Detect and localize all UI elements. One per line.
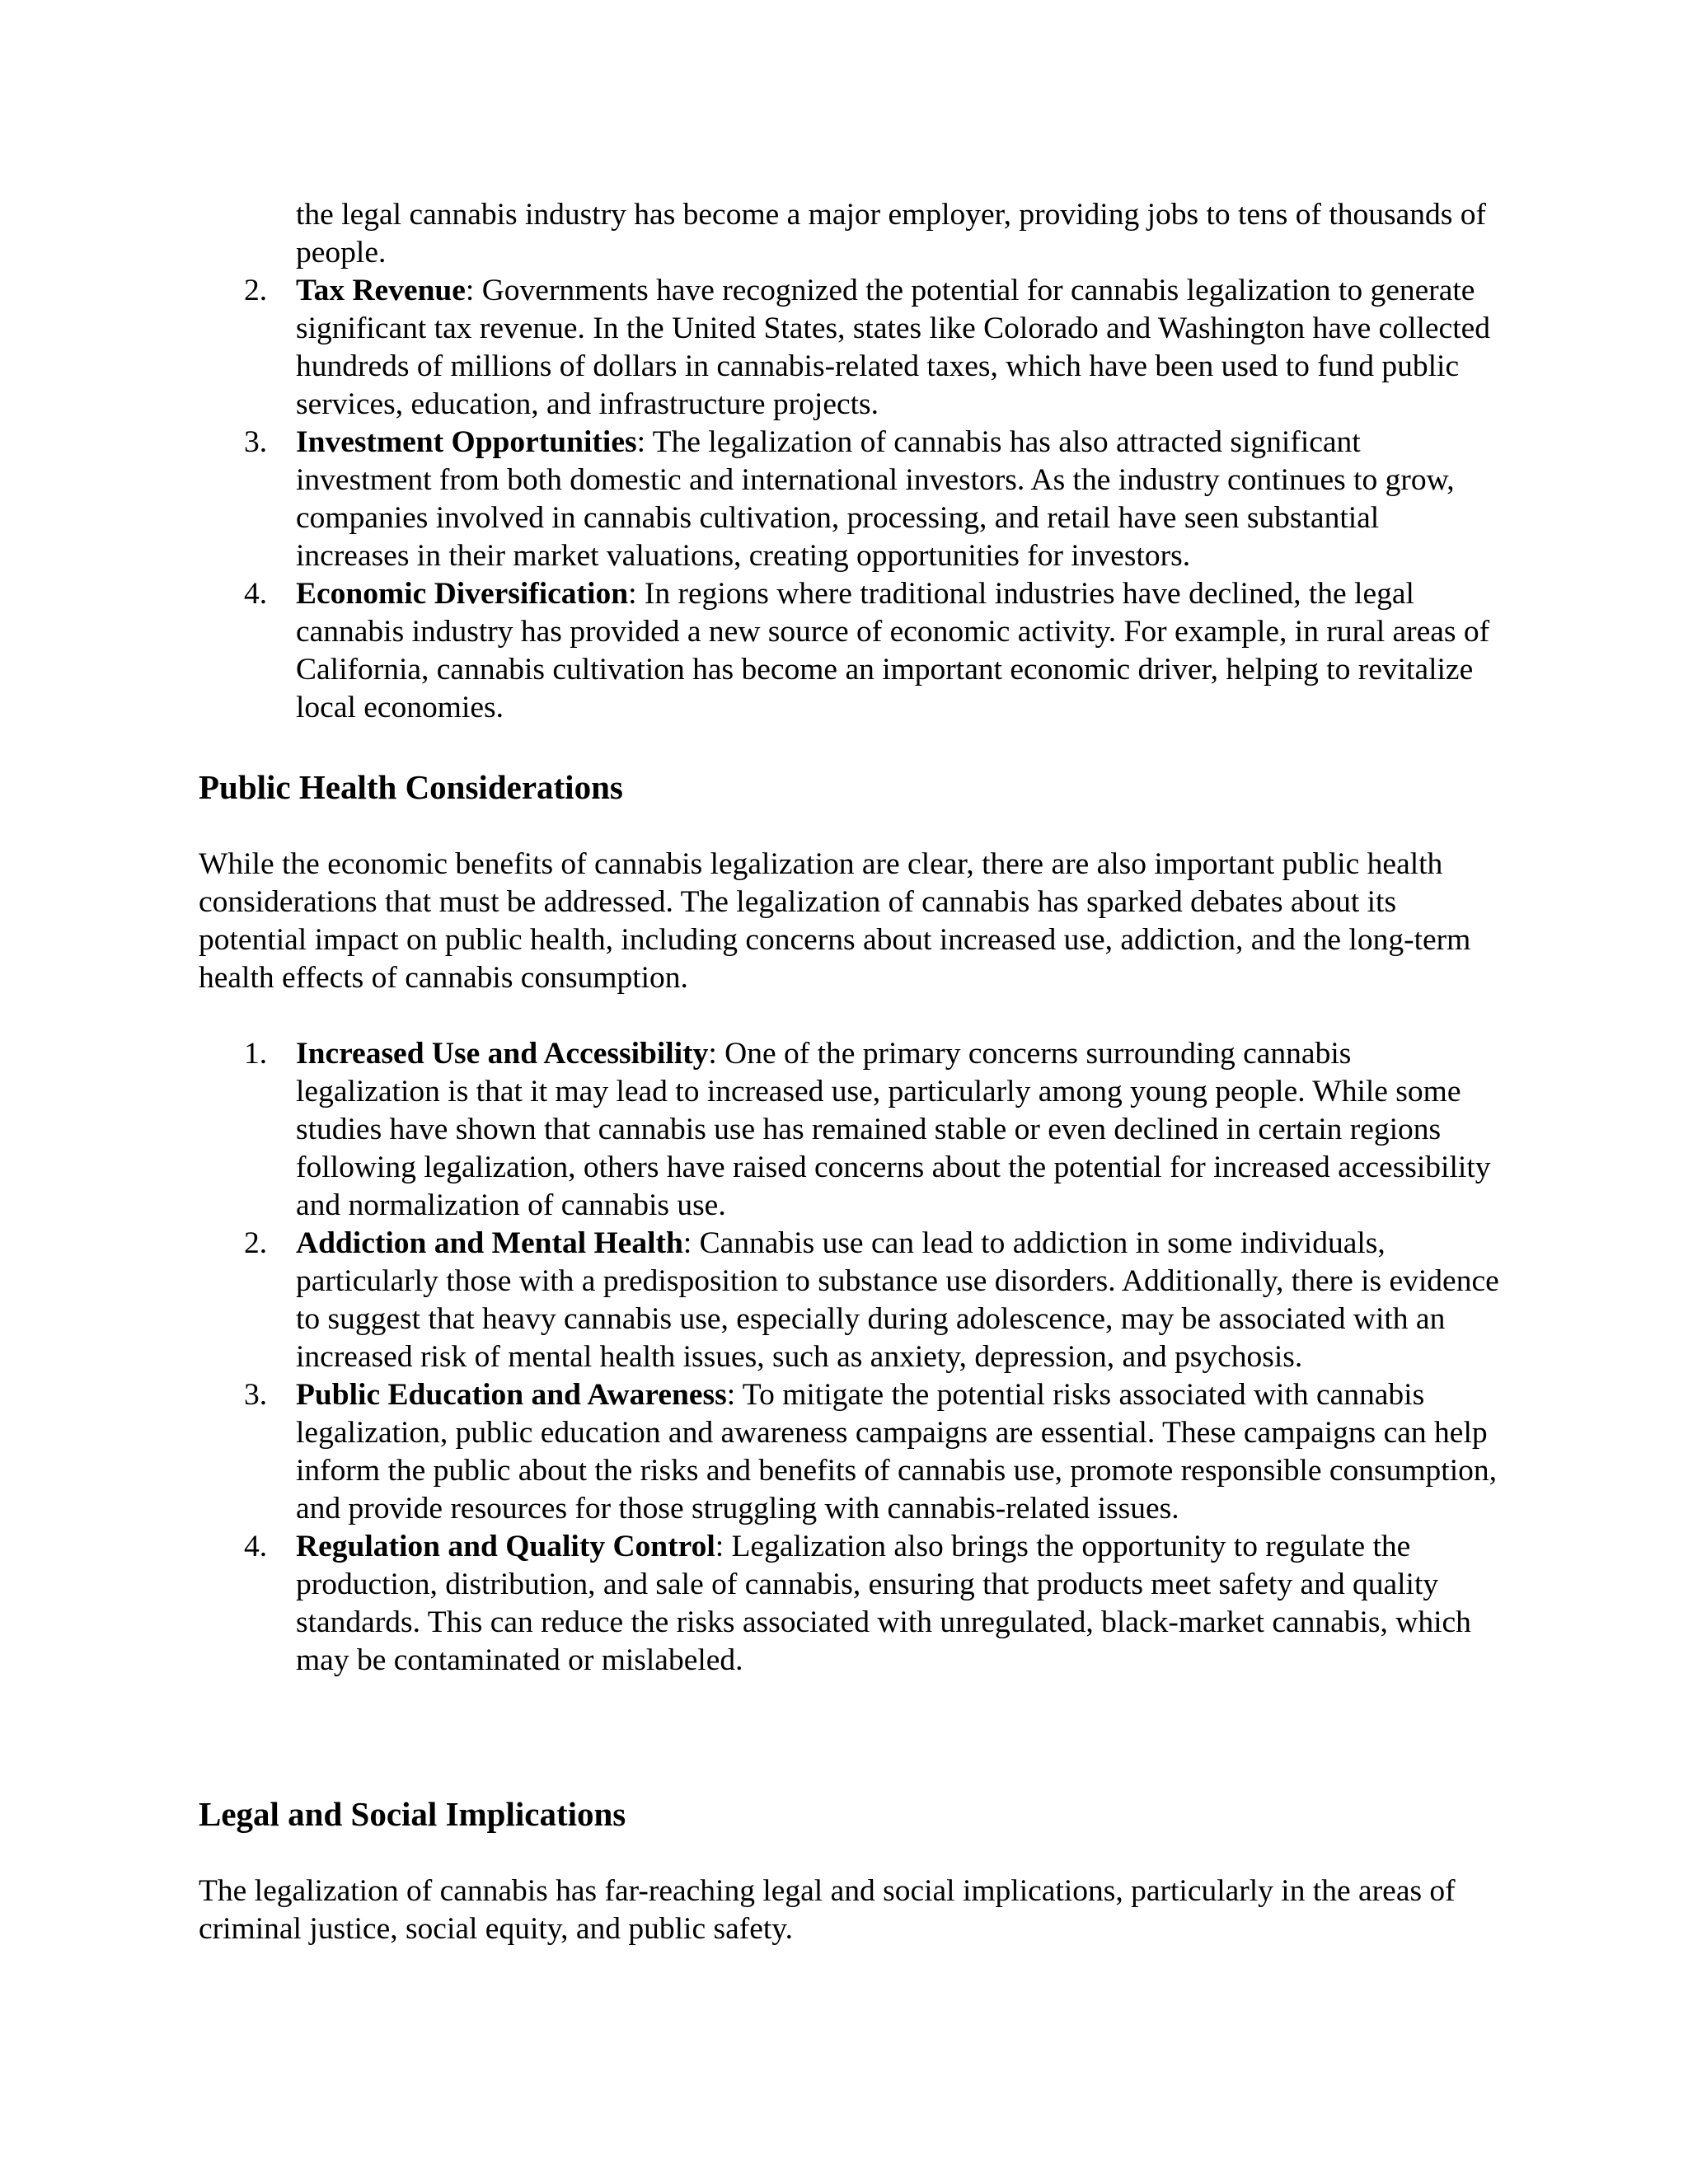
list-term: Increased Use and Accessibility	[296, 1037, 709, 1071]
list-text: : Legalization also brings the opportunity to regulate the production, distribution, and sale of cannabis, ensuring that products meet safety and quality standards. This can reduce the risks associated with unregulated, black-market cannabis, which may be contaminated or mislabeled.	[296, 1530, 1471, 1677]
list-number: 3.	[244, 425, 268, 459]
list-text: : In regions where traditional industries have declined, the legal cannabis industry has provided a new source of economic activity. For example, in rural areas of California, cannabis cultivation has become an important economic driver, helping to revitalize local economies.	[296, 577, 1490, 724]
list-item	[0, 424, 1499, 575]
list-term: Investment Opportunities	[296, 425, 637, 459]
list-item	[0, 1376, 1499, 1528]
list-text: : Cannabis use can lead to addiction in some individuals, particularly those with a predisposition to substance use disorders. Additionally, there is evidence to suggest that heavy cannabis use, especially during adolescence, may be associated with an increased risk of mental health issues, such as anxiety, depression, and psychosis.	[296, 1226, 1499, 1374]
public-health-intro: While the economic benefits of cannabis legalization are clear, there are also important public health considerations that must be addressed. The legalization of cannabis has sparked debates about its potential impact on public health, including concerns about increased use, addiction, and the long-term health effects of cannabis consumption.	[199, 847, 1471, 995]
list-number: 3.	[244, 1378, 268, 1412]
public-health-list	[0, 1035, 1499, 1680]
list-term: Economic Diversification	[296, 577, 629, 611]
list-item	[0, 1225, 1499, 1376]
list-term: Tax Revenue	[296, 274, 466, 307]
continuation-paragraph: the legal cannabis industry has become a major employer, providing jobs to tens of thousands of people.	[296, 198, 1487, 269]
list-text: : The legalization of cannabis has also attracted significant investment from both domestic and international investors. As the industry continues to grow, companies involved in cannabis cultivation, processing, and retail have seen substantial increases in their market valuations, creating opportunities for investors.	[296, 425, 1455, 573]
list-term: Public Education and Awareness	[296, 1378, 727, 1412]
list-number: 2.	[244, 274, 268, 307]
section-heading-legal-social: Legal and Social Implications	[199, 1795, 626, 1833]
legal-social-intro: The legalization of cannabis has far-reaching legal and social implications, particularly in the areas of criminal justice, social equity, and public safety.	[199, 1874, 1456, 1946]
economic-benefits-list	[0, 272, 1499, 727]
list-number: 4.	[244, 1530, 268, 1563]
list-text: : One of the primary concerns surrounding cannabis legalization is that it may lead to increased use, particularly among young people. While some studies have shown that cannabis use has remained stable or even declined in certain regions following legalization, others have raised concerns about the potential for increased accessibility and normalization of cannabis use.	[296, 1037, 1491, 1222]
list-number: 1.	[244, 1037, 268, 1071]
list-term: Regulation and Quality Control	[296, 1530, 715, 1563]
list-number: 4.	[244, 577, 268, 611]
list-item	[0, 272, 1499, 424]
list-text: : To mitigate the potential risks associated with cannabis legalization, public education and awareness campaigns are essential. These campaigns can help inform the public about the risks and benefits of cannabis use, promote responsible consumption, and provide resources for those struggling with cannabis-related issues.	[296, 1378, 1497, 1526]
list-number: 2.	[244, 1226, 268, 1260]
list-text: : Governments have recognized the potential for cannabis legalization to generate significant tax revenue. In the United States, states like Colorado and Washington have collected hundreds of millions of dollars in cannabis-related taxes, which have been used to fund public services, education, and infrastructure projects.	[296, 274, 1491, 421]
list-item	[0, 1035, 1499, 1225]
list-item	[0, 1528, 1499, 1680]
list-item	[0, 575, 1499, 727]
section-heading-public-health: Public Health Considerations	[199, 768, 623, 806]
list-term: Addiction and Mental Health	[296, 1226, 683, 1260]
